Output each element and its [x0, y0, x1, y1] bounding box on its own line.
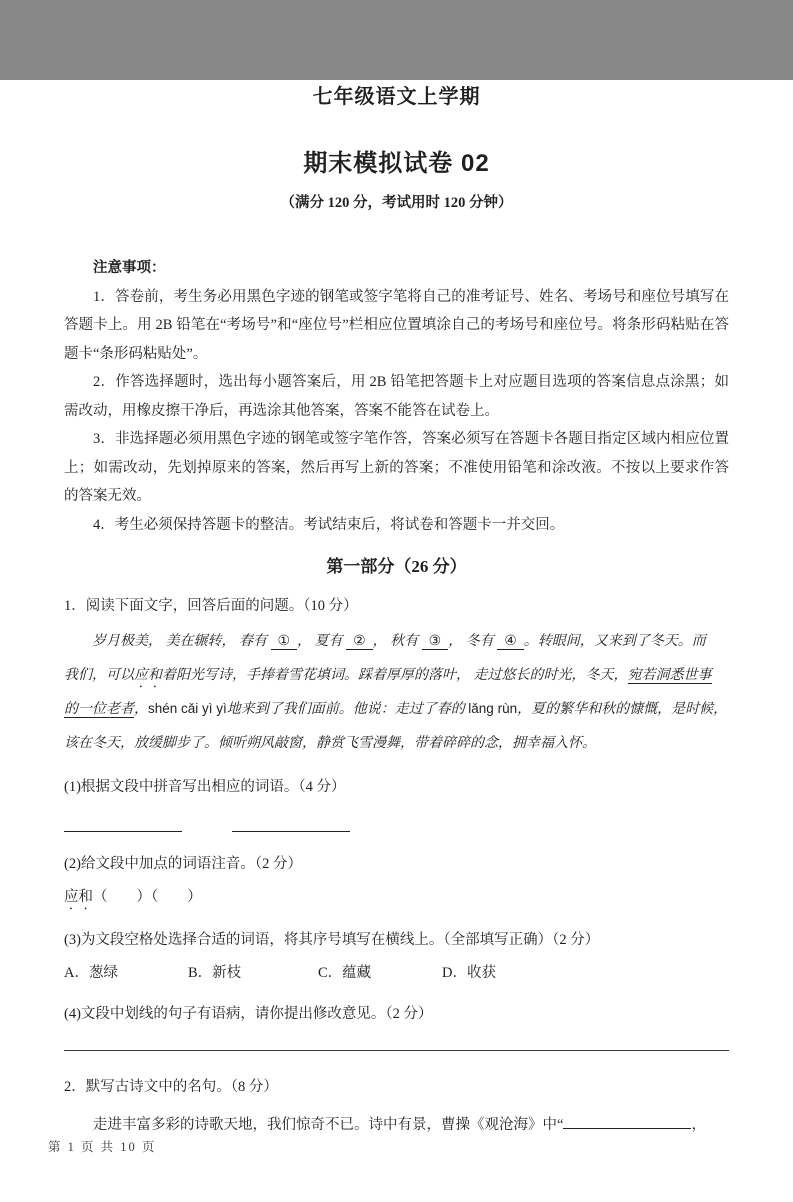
- passage-text: 。转眼间，又来到了冬天。而: [523, 634, 706, 649]
- passage-text: 我们，可以: [64, 667, 134, 683]
- answer-blank-2: [232, 815, 350, 832]
- notice-item-4: 4．考生必须保持答题卡的整洁。考试结束后，将试卷和答题卡一并交回。: [93, 516, 565, 533]
- pinyin-word-row: [64, 883, 729, 913]
- q2-inline-blank: [563, 1114, 691, 1129]
- question2-stem: 2．默写古诗文中的名句。（8 分）: [64, 1079, 278, 1095]
- answer-blank-1: [64, 815, 182, 832]
- target-word-yinghe: 应和: [64, 889, 93, 905]
- passage-text: 岁月极美， 美在辗转， 春有: [92, 634, 267, 649]
- passage-line-2: [64, 659, 729, 693]
- passage-line-3: [64, 692, 729, 727]
- question1-sub3: (3)为文段空格处选择合适的词语，将其序号填写在横线上。（全部填写正确）（2 分）: [64, 932, 600, 948]
- passage-line-1: [64, 625, 729, 659]
- q2-text: 走进丰富多彩的诗歌天地，我们惊奇不已。诗中有景，曹操《观沧海》中“: [93, 1117, 564, 1133]
- notices-block: [64, 254, 729, 539]
- circled-blank-1: ①: [271, 634, 298, 650]
- passage-text: ， 秋有: [372, 634, 419, 649]
- circled-blank-2: ②: [346, 634, 373, 650]
- answer-blanks-row: [64, 815, 729, 837]
- option-c: C．蕴藏: [318, 965, 372, 981]
- question1-sub1: (1)根据文段中拼音写出相应的词语。（4 分）: [64, 779, 346, 795]
- course-title: 七年级语文上学期: [312, 86, 481, 108]
- option-b: B．新枝: [188, 965, 242, 981]
- notice-item-2: 2．作答选择题时，选出每小题答案后，用 2B 铅笔把答题卡上对应题目选项的答案信息点涂黑；如需改动，用橡皮擦干净后，再选涂其他答案，答案不能答在试卷上。: [64, 374, 729, 419]
- answer-line: [64, 1050, 729, 1051]
- notice-item-1: 1．答卷前，考生务必用黑色字迹的钢笔或签字笔将自己的准考证号、姓名、考场号和座位号填写在答题卡上。用 2B 铅笔在“考场号”和“座位号”栏相应位置填涂自己的考场号和座位号。将条形码粘贴在答题卡“条形码粘贴处”。: [64, 288, 729, 362]
- question2-body: [64, 1109, 729, 1142]
- passage-text: 着阳光写诗，手捧着雪花填词。踩着厚厚的落叶， 走过悠长的时光，冬天，: [162, 667, 628, 683]
- notice-item-3: 3．非选择题必须用黑色字迹的钢笔或签字笔作答，答案必须写在答题卡各题目指定区域内相应位置上；如需改动，先划掉原来的答案，然后再写上新的答案；不准使用铅笔和涂改液。不按以上要求作答的答案无效。: [64, 431, 729, 504]
- passage-text: ，: [134, 702, 148, 717]
- passage-line-4: 该在冬天，放缓脚步了。倾听朔风敲窗，静赏飞雪漫舞，带着碎碎的念，拥幸福入怀。: [64, 735, 596, 751]
- pinyin-brackets: （ ）（ ）: [93, 889, 202, 905]
- option-a: A．葱绿: [64, 965, 118, 981]
- question1-sub2: (2)给文段中加点的词语注音。（2 分）: [64, 856, 303, 872]
- pinyin-langrun: lǎng rùn: [468, 701, 518, 716]
- passage-text: 地来到了我们面前。他说：走过了春的: [226, 702, 469, 717]
- exam-meta: （满分 120 分，考试用时 120 分钟）: [280, 195, 513, 211]
- reading-passage: [64, 625, 729, 760]
- passage-text: ， 夏有: [297, 634, 343, 649]
- page-number: 第 1 页 共 10 页: [48, 1140, 157, 1154]
- options-row: [64, 959, 729, 987]
- option-d: D．收获: [442, 965, 496, 981]
- q2-text-post: ，: [691, 1117, 706, 1133]
- pinyin-shencaiyiyi: shén cǎi yì yì: [148, 701, 227, 716]
- passage-text: ，夏的繁华和秋的慷慨，是时候，: [517, 702, 728, 717]
- notices-heading: 注意事项：: [93, 260, 166, 276]
- part1-heading: 第一部分（26 分）: [326, 557, 467, 576]
- underlined-phrase-part1: 宛若洞悉世事: [627, 667, 712, 683]
- circled-blank-4: ④: [497, 634, 524, 650]
- circled-blank-3: ③: [422, 634, 449, 650]
- question1-stem: 1．阅读下面文字，回答后面的问题。（10 分）: [64, 598, 358, 614]
- question1-sub4: (4)文段中划线的句子有语病，请你提出修改意见。（2 分）: [64, 1006, 433, 1022]
- exam-paper-page: [0, 80, 793, 1202]
- underlined-phrase-part2: 的一位老者: [64, 702, 134, 717]
- passage-text: ， 冬有: [448, 634, 494, 649]
- exam-title: 期末模拟试卷 02: [303, 150, 490, 177]
- emphasized-word-yinghe: 应和: [134, 667, 162, 683]
- page-footer: [48, 1137, 156, 1155]
